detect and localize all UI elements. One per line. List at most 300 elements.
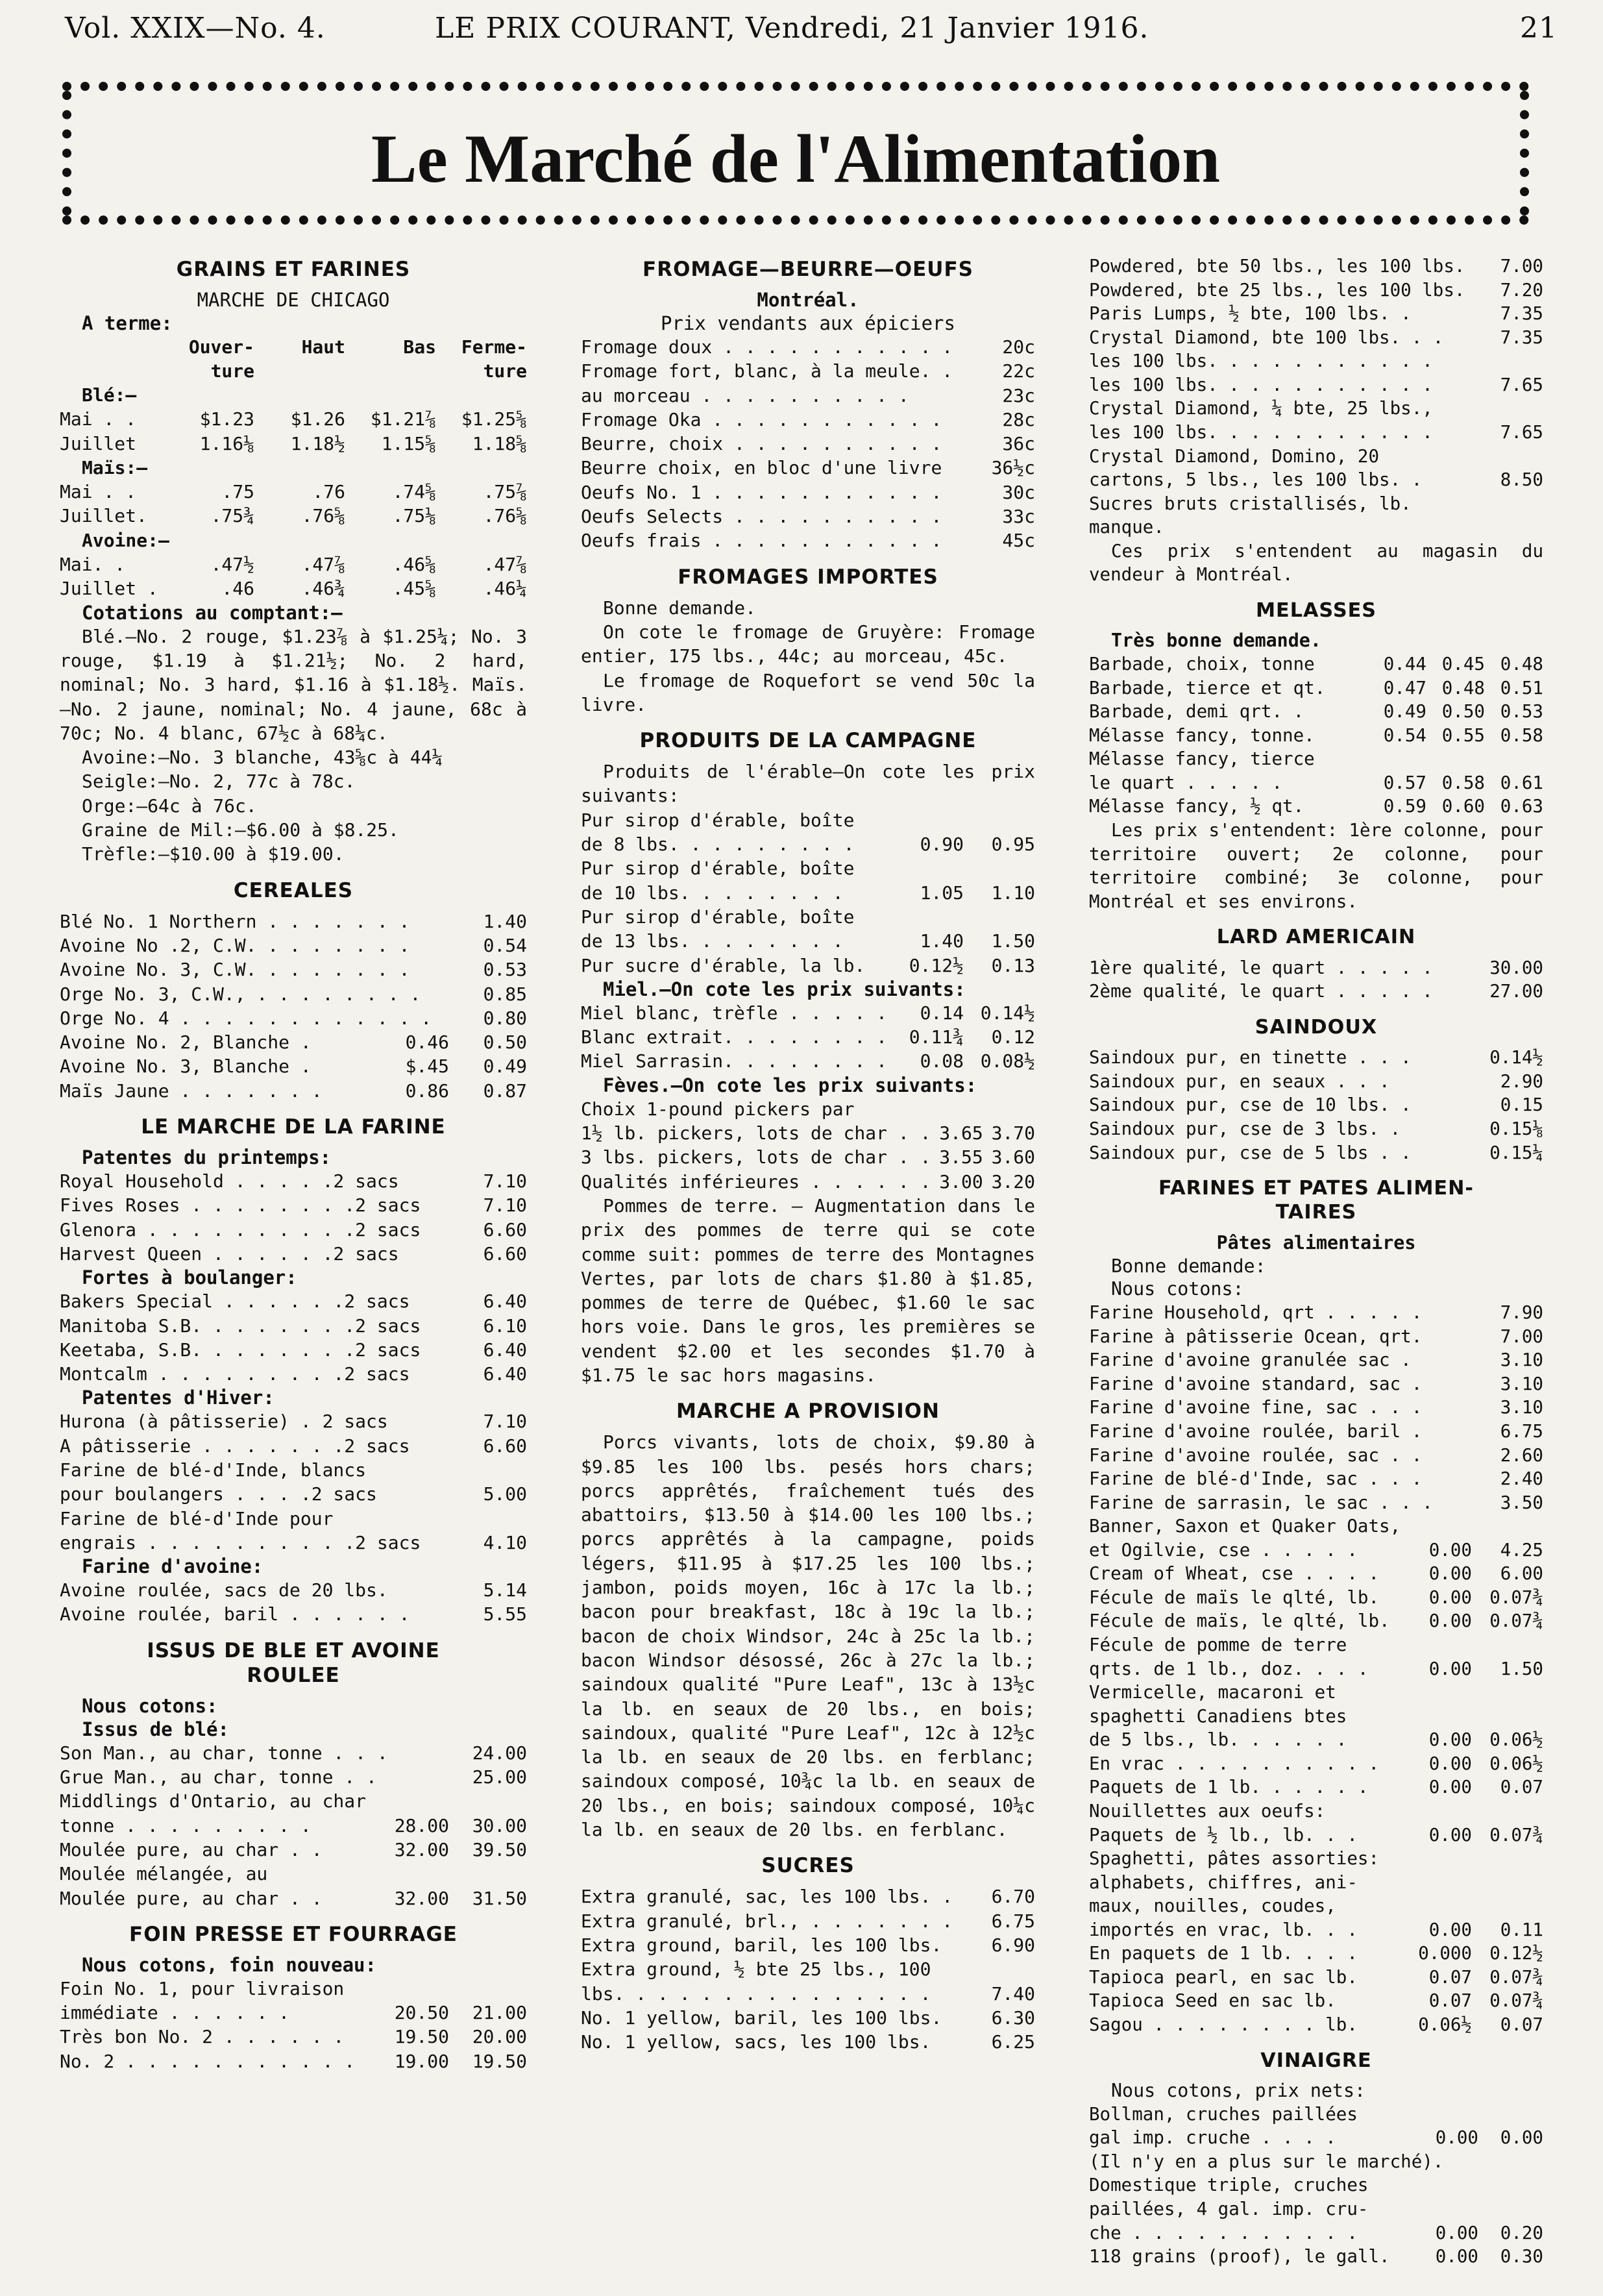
- row-label: Mélasse fancy, tonne.: [1089, 724, 1315, 746]
- row-value: [371, 1862, 449, 1886]
- row-label: Sagou . . . . . . . . lb.: [1089, 2014, 1358, 2035]
- row-value: 1.40: [920, 930, 964, 952]
- sub-heading: A terme:: [82, 312, 173, 334]
- table-row: [581, 504, 1035, 528]
- row-value: 3.20: [991, 1170, 1035, 1192]
- table-row: [1089, 1070, 1543, 1094]
- row-label: Fromage fort, blanc, à la meule. .: [581, 360, 953, 382]
- row-value: 32.00: [394, 1838, 449, 1860]
- row-value: [432, 1006, 479, 1030]
- row-label: Qualités inférieures . . . . . .: [581, 1170, 931, 1192]
- row-label: Fromage Oka . . . . . . . . . . .: [581, 408, 942, 430]
- fromages-importes-section: [581, 565, 1035, 717]
- row-value: .47½: [210, 554, 254, 576]
- row-value: 2.90: [1500, 1070, 1543, 1092]
- row-label: Moulée mélangée, au: [60, 1863, 268, 1885]
- foin-section: [60, 1922, 527, 2073]
- row-label: Barbade, tierce et qt.: [1089, 677, 1326, 698]
- paragraph: Porcs vivants, lots de choix, $9.80 à $9.85 les 100 lbs. pesés hors chars; porcs apprêtés, fraîchement tués des abattoirs, $13.50 à $14.00 les 100 lbs.; porcs apprêtés à la campagne, poids légers, $11.95 à $17.25 les 100 lbs.; jambon, poids moyen, 16c à 17c la lb.; bacon pour breakfast, 18c à 19c la lb.; bacon de choix Windsor, 24c à 25c la lb.; bacon Windsor désossé, 26c à 27c la lb.; saindoux qualité "Pure Leaf", 13c à 13½c la lb. en seaux de 20 lbs., en bois; saindoux, qualité "Pure Leaf", 12c à 12½c la lb. en seaux de 20 lbs. en ferblanc; saindoux composé, 10¾c la lb. en seaux de 20 lbs., en bois; saindoux composé, 10¼c la lb. en seaux de 20 lbs. en ferblanc.: [581, 1431, 1035, 1841]
- row-label: Moulée pure, au char . .: [60, 1838, 323, 1860]
- row-value: [1413, 2173, 1478, 2197]
- table-row: [60, 552, 527, 576]
- fromage-section: [581, 257, 1035, 553]
- paragraph: Le fromage de Roquefort se vend 50c la livre.: [581, 669, 1035, 715]
- row-value: 0.12: [991, 1026, 1035, 1048]
- row-label: Bakers Special . . . . . .2 sacs: [60, 1290, 410, 1313]
- paragraph: Orge:—64c à 76c.: [82, 795, 257, 817]
- row-value: 0.00: [1428, 1753, 1472, 1774]
- row-value: .75¾: [210, 505, 254, 527]
- table-row: [1089, 956, 1543, 980]
- row-value: 7.00: [1500, 1326, 1543, 1347]
- table-row: [60, 1030, 527, 1054]
- row-label: Bollman, cruches paillées: [1089, 2103, 1358, 2125]
- row-value: 3.55: [939, 1146, 983, 1168]
- row-label: Choix 1-pound pickers par: [581, 1098, 855, 1120]
- row-value: [1478, 445, 1543, 469]
- row-value: .47⅞: [301, 554, 345, 576]
- row-value: 0.00: [1428, 1777, 1472, 1798]
- row-label: En vrac . . . . . . . . . .: [1089, 1753, 1380, 1774]
- row-value: [892, 905, 964, 929]
- table-row: [1089, 1871, 1543, 1895]
- row-label: alphabets, chiffres, ani-: [1089, 1871, 1358, 1893]
- table-row: [581, 2030, 1035, 2054]
- row-label: 1½ lb. pickers, lots de char . .: [581, 1122, 931, 1144]
- row-value: 3.70: [991, 1122, 1035, 1144]
- paragraph: Trèfle:—$10.00 à $19.00.: [82, 843, 345, 865]
- table-row: [1089, 652, 1543, 676]
- table-row: [1089, 1586, 1543, 1610]
- row-label: et Ogilvie, cse . . . . .: [1089, 1539, 1358, 1561]
- row-label: Hurona (à pâtisserie) . 2 sacs: [60, 1411, 388, 1433]
- sub-heading: Pâtes alimentaires: [1216, 1231, 1416, 1253]
- table-row: [581, 832, 1035, 856]
- paragraph: Bonne demande.: [603, 597, 757, 619]
- row-value: 3.10: [1500, 1373, 1543, 1394]
- row-value: 1.50: [1500, 1658, 1543, 1679]
- row-label: Fécule de maïs, le qlté, lb.: [1089, 1611, 1390, 1632]
- table-row: [1089, 771, 1543, 795]
- table-row: [60, 1531, 527, 1555]
- row-value: 0.12½: [909, 954, 964, 976]
- table-row: [1089, 397, 1543, 421]
- row-value: 7.90: [1500, 1302, 1543, 1324]
- row-label: Très bon No. 2 . . . . . .: [60, 2026, 345, 2048]
- table-row: [1089, 1799, 1543, 1823]
- row-value: [1472, 1894, 1543, 1918]
- row-label: 118 grains (proof), le gall.: [1089, 2246, 1390, 2267]
- row-value: 0.48: [1441, 677, 1485, 698]
- row-label: Farine de blé-d'Inde, blancs: [60, 1459, 367, 1481]
- row-label: Mai . .: [60, 481, 137, 503]
- table-row: [60, 1409, 527, 1433]
- row-value: .45⅝: [392, 578, 436, 600]
- row-label: Avoine No. 3, Blanche .: [60, 1055, 312, 1078]
- table-row: [60, 1314, 527, 1338]
- row-value: [1478, 2103, 1543, 2127]
- row-label: Saindoux pur, cse de 5 lbs . .: [1089, 1142, 1412, 1163]
- row-label: Juillet.: [60, 505, 147, 527]
- journal-date: LE PRIX COURANT, Vendredi, 21 Janvier 1916.: [435, 12, 1149, 45]
- row-value: [964, 856, 1035, 880]
- provision-section: [581, 1399, 1035, 1842]
- row-value: 0.49: [483, 1055, 527, 1078]
- row-label: Farine de sarrasin, le sac . . .: [1089, 1492, 1433, 1513]
- row-label: Paris Lumps, ½ bte, 100 lbs. .: [1089, 303, 1412, 325]
- row-value: [1368, 747, 1426, 771]
- table-row: [1089, 2103, 1543, 2127]
- table-row: [1089, 1894, 1543, 1918]
- row-label: Domestique triple, cruches: [1089, 2175, 1369, 2196]
- row-value: 0.15¼: [1489, 1142, 1543, 1163]
- row-label: Mai. .: [60, 554, 126, 576]
- row-label: Paquets de 1 lb. . . . . .: [1089, 1777, 1369, 1798]
- row-value: [1426, 747, 1485, 771]
- table-row: [581, 456, 1035, 480]
- row-label: che . . . . . . . . . . .: [1089, 2222, 1358, 2243]
- section-title: LARD AMERICAIN: [1216, 926, 1416, 949]
- table-row: [60, 1862, 527, 1886]
- row-value: 0.53: [483, 959, 527, 981]
- row-label: Beurre, choix . . . . . . . . . .: [581, 433, 942, 455]
- row-value: 8.50: [1500, 469, 1543, 491]
- row-value: 6.30: [991, 2006, 1035, 2029]
- row-value: 6.10: [483, 1315, 527, 1337]
- section-title: PRODUITS DE LA CAMPAGNE: [639, 729, 977, 753]
- section-title: MARCHE A PROVISION: [676, 1400, 940, 1424]
- row-label: Montcalm . . . . . . . . .2 sacs: [60, 1363, 410, 1385]
- row-label: No. 2 . . . . . . . . . . .: [60, 2050, 356, 2072]
- row-value: 0.00: [1435, 2222, 1478, 2243]
- row-value: [1478, 349, 1543, 373]
- row-value: 20.00: [472, 2026, 527, 2048]
- row-label: 1ère qualité, le quart . . . . .: [1089, 957, 1433, 978]
- column-header: Ferme- ture: [461, 336, 527, 382]
- table-row: [60, 1789, 527, 1813]
- row-label: Avoine roulée, baril . . . . . .: [60, 1603, 410, 1625]
- table-row: [60, 1193, 527, 1217]
- row-value: [1472, 1514, 1543, 1538]
- table-row: [581, 1170, 1035, 1194]
- row-label: cartons, 5 lbs., les 100 lbs. .: [1089, 469, 1423, 491]
- column-3: [1089, 254, 1543, 2269]
- row-value: 6.60: [483, 1435, 527, 1457]
- table-row: [60, 1765, 527, 1789]
- row-label: Mai . .: [60, 408, 137, 430]
- table-row: [1089, 1681, 1543, 1705]
- section-title: GRAINS ET FARINES: [176, 258, 411, 281]
- table-row: [1089, 676, 1543, 700]
- row-label: importés en vrac, lb. . .: [1089, 1919, 1358, 1940]
- row-label: Crystal Diamond, bte 100 lbs. . .: [1089, 327, 1444, 348]
- row-value: 0.55: [1441, 724, 1485, 746]
- sub-heading: Patentes du printemps:: [82, 1146, 332, 1169]
- row-value: 36c: [1002, 433, 1035, 455]
- row-value: 7.65: [1500, 421, 1543, 443]
- table-row: [1089, 1633, 1543, 1657]
- row-value: .46⅝: [392, 554, 436, 576]
- row-value: 36½c: [991, 457, 1035, 479]
- row-label: Farine Household, qrt . . . . .: [1089, 1302, 1423, 1324]
- table-row: [1089, 492, 1543, 516]
- table-row: [60, 1578, 527, 1602]
- paragraph: On cote le fromage de Gruyère: Fromage entier, 175 lbs., 44c; au morceau, 45c.: [581, 621, 1035, 667]
- table-row: [1089, 1117, 1543, 1141]
- row-value: 0.07: [1500, 2014, 1543, 2035]
- table-row: [1089, 1372, 1543, 1396]
- volume-number: Vol. XXIX—No. 4.: [65, 12, 326, 45]
- row-value: [1478, 492, 1543, 516]
- row-label: pour boulangers . . . .2 sacs: [60, 1483, 377, 1505]
- table-row: [1089, 421, 1543, 445]
- row-label: lbs. . . . . . . . . . . . . . .: [581, 1982, 931, 2005]
- row-label: les 100 lbs. . . . . . . . . . .: [1089, 421, 1433, 443]
- row-value: 7.10: [483, 1194, 527, 1216]
- row-label: Blanc extrait. . . . . . . .: [581, 1026, 888, 1048]
- table-row: [1089, 1514, 1543, 1538]
- row-value: 0.06½: [1489, 1753, 1543, 1774]
- row-label: Orge No. 4 . . . . . . . . . . . .: [60, 1007, 432, 1029]
- row-label: Barbade, demi qrt. .: [1089, 701, 1304, 722]
- row-value: 30.00: [472, 1814, 527, 1836]
- table-row: [60, 528, 527, 552]
- table-row: [1089, 2013, 1543, 2037]
- row-value: 7.00: [1500, 256, 1543, 277]
- table-row: [581, 808, 1035, 832]
- paragraph: Avoine:—No. 3 blanche, 43⅝c à 44¼: [82, 747, 443, 769]
- row-value: [1422, 1301, 1480, 1325]
- row-value: 7.35: [1500, 327, 1543, 348]
- table-row: [1089, 1752, 1543, 1776]
- table-row: [1089, 724, 1543, 748]
- row-value: 3.10: [1500, 1397, 1543, 1418]
- table-row: [1089, 2197, 1543, 2221]
- row-value: [1478, 2197, 1543, 2221]
- table-row: [1089, 445, 1543, 469]
- row-value: [410, 933, 468, 957]
- row-label: Tapioca pearl, en sac lb.: [1089, 1966, 1358, 1988]
- row-label: immédiate . . . . . .: [60, 2002, 290, 2024]
- table-row: [1089, 1705, 1543, 1729]
- row-value: 0.00: [1428, 1658, 1472, 1679]
- table-header: [60, 335, 527, 383]
- row-label: Extra ground, ½ bte 25 lbs., 100: [581, 1958, 931, 1981]
- row-label: Nouillettes aux oeufs:: [1089, 1800, 1326, 1821]
- row-label: de 8 lbs. . . . . . . . .: [581, 833, 855, 856]
- row-value: 32.00: [394, 1887, 449, 1909]
- section-title: FROMAGE—BEURRE—OEUFS: [642, 258, 973, 281]
- row-value: 0.00: [1428, 1824, 1472, 1845]
- table-row: [581, 1957, 1035, 1981]
- row-value: .76: [312, 481, 345, 503]
- row-value: 0.60: [1441, 796, 1485, 817]
- row-label: 3 lbs. pickers, lots de char . .: [581, 1146, 931, 1168]
- row-value: [1433, 1491, 1486, 1515]
- row-value: 1.15⅝: [381, 432, 436, 454]
- row-value: 6.40: [483, 1290, 527, 1313]
- table-row: [60, 2001, 527, 2025]
- row-label: Maïs:—: [82, 456, 148, 478]
- table-row: [1089, 1420, 1543, 1444]
- paragraph: Blé.—No. 2 rouge, $1.23⅞ à $1.25¼; No. 3 rouge, $1.19 à $1.21½; No. 2 hard, nominal; No. 3 hard, $1.16 à $1.18½. Maïs.—No. 2 jaune, nominal; No. 4 jaune, 68c à 70c; No. 4 blanc, 67½c à 68¼c.: [60, 625, 527, 744]
- table-row: [60, 1169, 527, 1193]
- row-value: [1407, 1681, 1472, 1705]
- row-value: 0.07: [1428, 1990, 1472, 2012]
- row-label: Extra granulé, brl., . . . . . . .: [581, 1910, 953, 1932]
- saindoux-section: [1089, 1015, 1543, 1165]
- row-value: 2.60: [1500, 1444, 1543, 1466]
- row-label: Glenora . . . . . . . . . .2 sacs: [60, 1218, 421, 1241]
- row-value: 27.00: [1489, 981, 1543, 1002]
- row-value: 0.53: [1500, 701, 1543, 722]
- sub-heading: Miel.—On cote les prix suivants:: [603, 978, 966, 1000]
- table-row: [1089, 1657, 1543, 1681]
- row-label: (Il n'y en a plus sur le marché).: [1089, 2151, 1444, 2172]
- row-value: 0.07: [1500, 1777, 1543, 1798]
- row-label: Farine d'avoine standard, sac .: [1089, 1373, 1423, 1394]
- row-value: $1.26: [290, 408, 345, 430]
- table-row: [60, 1079, 527, 1103]
- row-value: 0.44: [1383, 654, 1426, 675]
- table-row: [1089, 515, 1543, 539]
- column-header: Bas: [403, 336, 436, 358]
- sub-heading: Issus de blé:: [82, 1718, 229, 1740]
- farine-section: [60, 1115, 527, 1627]
- row-value: 39.50: [472, 1838, 527, 1860]
- row-value: [1443, 2150, 1493, 2174]
- table-row: [60, 504, 527, 528]
- section-title: SAINDOUX: [1254, 1015, 1378, 1039]
- table-row: [1089, 1491, 1543, 1515]
- row-label: Paquets de ½ lb., lb. . .: [1089, 1824, 1358, 1845]
- row-value: 0.00: [1428, 1729, 1472, 1751]
- row-value: [388, 1741, 458, 1765]
- table-row: [1089, 1942, 1543, 1966]
- row-value: 0.48: [1500, 654, 1543, 675]
- row-value: 3.60: [991, 1146, 1035, 1168]
- table-row: [60, 1602, 527, 1626]
- section-title: FARINES ET PATES ALIMEN- TAIRES: [1158, 1177, 1474, 1224]
- paragraph: Seigle:—No. 2, 77c à 78c.: [82, 771, 356, 793]
- row-label: au morceau . . . . . . . . . .: [581, 384, 909, 406]
- row-label: Pur sirop d'érable, boîte: [581, 906, 855, 928]
- section-title: SUCRES: [761, 1854, 855, 1878]
- row-value: 0.87: [483, 1080, 527, 1102]
- row-value: [1407, 1871, 1472, 1895]
- row-label: Extra ground, baril, les 100 lbs.: [581, 1934, 942, 1956]
- table-row: [1089, 1396, 1543, 1420]
- row-value: [1407, 1799, 1472, 1823]
- table-row: [60, 1242, 527, 1266]
- row-label: Manitoba S.B. . . . . . . .2 sacs: [60, 1315, 421, 1337]
- row-label: Farine de blé-d'Inde, sac . . .: [1089, 1468, 1423, 1490]
- table-row: [581, 929, 1035, 953]
- table-row: [581, 408, 1035, 432]
- row-value: 0.45: [1441, 654, 1485, 675]
- row-value: [1407, 1847, 1472, 1871]
- row-value: 31.50: [472, 1887, 527, 1909]
- table-row: [60, 432, 527, 456]
- row-value: 2.40: [1500, 1468, 1543, 1490]
- row-label: Juillet .: [60, 578, 158, 600]
- table-row: [1089, 254, 1543, 278]
- row-value: [1407, 1894, 1472, 1918]
- row-label: de 5 lbs., lb. . . . . .: [1089, 1729, 1347, 1751]
- row-value: [1472, 1705, 1543, 1729]
- row-label: Sucres bruts cristallisés, lb.: [1089, 493, 1412, 514]
- row-label: Cream of Wheat, cse . . . .: [1089, 1563, 1380, 1585]
- table-row: [60, 1814, 527, 1838]
- paragraph: Graine de Mil:—$6.00 à $8.25.: [82, 819, 399, 841]
- row-value: 7.40: [991, 1982, 1035, 2005]
- row-value: [421, 982, 474, 1006]
- row-value: 7.35: [1500, 303, 1543, 325]
- table-row: [1089, 747, 1543, 771]
- row-value: [1478, 515, 1543, 539]
- row-label: 2ème qualité, le quart . . . . .: [1089, 981, 1433, 1002]
- row-value: [892, 808, 964, 832]
- row-value: 0.07¾: [1489, 1611, 1543, 1632]
- row-value: 30c: [1002, 481, 1035, 503]
- row-label: Harvest Queen . . . . . .2 sacs: [60, 1242, 399, 1265]
- row-value: [1422, 1396, 1480, 1420]
- row-value: 6.40: [483, 1339, 527, 1361]
- column-header: Haut: [301, 336, 345, 358]
- table-row: [1089, 1538, 1543, 1562]
- row-label: Avoine No .2, C.W. . . . . . . .: [60, 934, 410, 956]
- section-title: CEREALES: [233, 878, 354, 902]
- row-value: 0.00: [1500, 2127, 1543, 2149]
- table-row: [1089, 1348, 1543, 1372]
- row-label: Farine d'avoine roulée, sac . .: [1089, 1444, 1423, 1466]
- table-row: [1089, 278, 1543, 302]
- melasses-section: [1089, 599, 1543, 913]
- table-row: [1089, 326, 1543, 350]
- row-value: 1.50: [991, 930, 1035, 952]
- pates-section: [1089, 1176, 1543, 2037]
- row-value: 0.00: [1428, 1919, 1472, 1940]
- row-label: tonne . . . . . . . . .: [60, 1814, 312, 1836]
- row-value: 0.00: [1435, 2246, 1478, 2267]
- row-value: [449, 1458, 527, 1482]
- row-label: Tapioca Seed en sac lb.: [1089, 1990, 1336, 2012]
- row-value: [449, 1977, 527, 2001]
- row-label: Pur sirop d'érable, boîte: [581, 858, 855, 880]
- row-value: 7.65: [1500, 374, 1543, 395]
- column-1: [60, 254, 527, 2073]
- row-value: 0.13: [991, 954, 1035, 976]
- table-row: [60, 576, 527, 600]
- row-label: Fives Roses . . . . . . . .2 sacs: [60, 1194, 421, 1216]
- table-row: [1089, 700, 1543, 724]
- row-value: 6.60: [483, 1218, 527, 1241]
- row-value: [377, 1765, 452, 1789]
- row-label: Farine d'avoine granulée sac .: [1089, 1350, 1412, 1371]
- section-title: FROMAGES IMPORTES: [678, 565, 938, 589]
- row-label: Banner, Saxon et Quaker Oats,: [1089, 1516, 1401, 1537]
- table-row: [60, 2049, 527, 2073]
- table-row: [1089, 2245, 1543, 2269]
- row-value: 0.11: [1500, 1919, 1543, 1940]
- row-value: [449, 1862, 527, 1886]
- row-value: .47⅞: [483, 554, 527, 576]
- sub-heading: Nous cotons:: [1111, 1278, 1244, 1300]
- column-header: [60, 335, 164, 383]
- row-value: [1478, 397, 1543, 421]
- row-label: Barbade, choix, tonne: [1089, 654, 1315, 675]
- row-value: [1413, 2103, 1478, 2127]
